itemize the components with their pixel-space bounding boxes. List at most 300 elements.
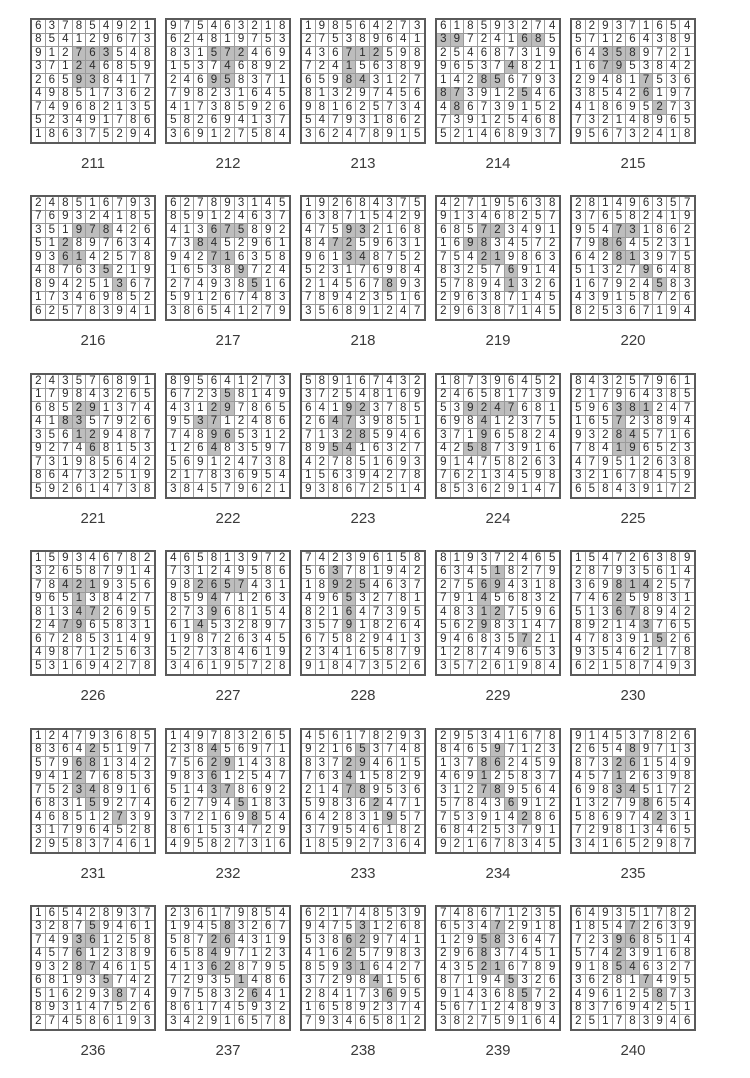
grid-cell: 1 [667, 429, 681, 443]
grid-cell: 6 [451, 61, 465, 75]
grid-cell: 5 [329, 443, 343, 457]
grid-cell: 3 [86, 74, 100, 88]
grid-cell: 3 [518, 47, 532, 61]
puzzle-number: 225 [620, 510, 646, 527]
grid-cell: 8 [167, 47, 181, 61]
grid-cell: 4 [478, 593, 492, 607]
grid-cell: 2 [626, 988, 640, 1002]
grid-cell: 4 [599, 224, 613, 238]
grid-cell: 3 [194, 606, 208, 620]
grid-cell: 7 [464, 375, 478, 389]
grid-cell: 2 [46, 443, 60, 457]
grid-cell: 3 [86, 975, 100, 989]
grid-cell: 7 [59, 620, 73, 634]
grid-cell: 9 [451, 305, 465, 319]
grid-cell: 4 [572, 988, 586, 1002]
grid-cell: 1 [518, 292, 532, 306]
grid-cell: 8 [545, 579, 559, 593]
sudoku-grid [570, 373, 696, 499]
grid-cell: 4 [626, 115, 640, 129]
grid-cell: 2 [329, 128, 343, 142]
grid-cell: 7 [59, 948, 73, 962]
grid-cell: 7 [505, 948, 519, 962]
grid-cell: 4 [221, 305, 235, 319]
grid-cell: 5 [586, 771, 600, 785]
grid-cell: 3 [100, 730, 114, 744]
grid-cell: 9 [167, 771, 181, 785]
grid-cell: 2 [73, 402, 87, 416]
grid-cell: 2 [262, 483, 276, 497]
grid-cell: 8 [505, 566, 519, 580]
grid-cell: 6 [667, 115, 681, 129]
grid-cell: 8 [397, 265, 411, 279]
grid-cell: 4 [599, 948, 613, 962]
grid-cell: 9 [464, 934, 478, 948]
grid-cell: 1 [181, 101, 195, 115]
grid-cell: 1 [613, 620, 627, 634]
grid-cell: 9 [100, 34, 114, 48]
grid-cell: 4 [262, 88, 276, 102]
grid-cell: 1 [208, 128, 222, 142]
grid-cell: 6 [599, 988, 613, 1002]
grid-cell: 9 [451, 948, 465, 962]
grid-cell: 9 [572, 429, 586, 443]
grid-cell: 2 [113, 934, 127, 948]
grid-cell: 7 [464, 1002, 478, 1016]
grid-cell: 2 [626, 278, 640, 292]
grid-cell: 5 [46, 224, 60, 238]
grid-cell: 4 [414, 483, 421, 496]
grid-cell: 6 [518, 34, 532, 48]
grid-cell: 2 [100, 811, 114, 825]
grid-cell: 2 [208, 757, 222, 771]
grid-cell: 8 [464, 278, 478, 292]
grid-cell: 8 [59, 921, 73, 935]
grid-cell: 1 [302, 838, 316, 852]
grid-cell: 5 [397, 811, 411, 825]
grid-cell: 4 [410, 620, 424, 634]
grid-cell: 6 [478, 907, 492, 921]
grid-cell: 8 [505, 838, 519, 852]
grid-cell: 2 [46, 566, 60, 580]
grid-cell: 2 [680, 784, 694, 798]
grid-cell: 8 [653, 416, 667, 430]
grid-cell: 5 [667, 197, 681, 211]
grid-cell: 5 [464, 224, 478, 238]
grid-cell: 9 [491, 20, 505, 34]
grid-cell: 6 [86, 292, 100, 306]
grid-cell: 1 [208, 811, 222, 825]
grid-cell: 1 [478, 470, 492, 484]
grid-cell: 4 [464, 47, 478, 61]
grid-cell: 3 [684, 660, 691, 673]
grid-cell: 2 [59, 633, 73, 647]
grid-cell: 7 [235, 838, 249, 852]
grid-cell: 4 [302, 456, 316, 470]
grid-cell: 1 [356, 771, 370, 785]
grid-cell: 7 [599, 566, 613, 580]
grid-cell: 7 [518, 389, 532, 403]
grid-cell: 2 [167, 470, 181, 484]
grid-cell: 6 [626, 934, 640, 948]
grid-cell: 4 [478, 128, 492, 142]
grid-cell: 7 [437, 593, 451, 607]
grid-cell: 7 [505, 402, 519, 416]
grid-cell: 2 [46, 921, 60, 935]
grid-cell: 5 [100, 744, 114, 758]
grid-cell: 1 [329, 606, 343, 620]
grid-cell: 5 [478, 566, 492, 580]
grid-cell: 6 [545, 811, 559, 825]
grid-cell: 3 [478, 552, 492, 566]
grid-cell: 8 [397, 402, 411, 416]
grid-cell: 9 [545, 47, 559, 61]
grid-cell: 3 [680, 443, 694, 457]
grid-cell: 9 [370, 416, 384, 430]
grid-cell: 9 [613, 61, 627, 75]
grid-cell: 7 [532, 20, 546, 34]
grid-cell: 9 [59, 552, 73, 566]
grid-cell: 5 [370, 211, 384, 225]
grid-cell: 8 [397, 948, 411, 962]
grid-cell: 5 [518, 988, 532, 1002]
grid-cell: 4 [505, 1002, 519, 1016]
grid-cell: 7 [545, 771, 559, 785]
grid-cell: 8 [599, 633, 613, 647]
grid-cell: 9 [505, 483, 519, 497]
grid-cell: 6 [370, 61, 384, 75]
grid-cell: 1 [626, 975, 640, 989]
grid-cell: 6 [262, 47, 276, 61]
grid-cell: 1 [86, 647, 100, 661]
grid-cell: 8 [491, 784, 505, 798]
grid-cell: 3 [451, 402, 465, 416]
grid-cell: 4 [181, 429, 195, 443]
grid-cell: 9 [316, 798, 330, 812]
grid-cell: 7 [451, 278, 465, 292]
grid-cell: 8 [46, 798, 60, 812]
grid-cell: 2 [262, 825, 276, 839]
grid-cell: 8 [356, 34, 370, 48]
grid-cell: 9 [343, 620, 357, 634]
grid-cell: 9 [194, 211, 208, 225]
grid-cell: 7 [113, 552, 127, 566]
grid-cell: 5 [599, 416, 613, 430]
grid-cell: 9 [46, 483, 60, 497]
grid-cell: 4 [235, 647, 249, 661]
grid-cell: 9 [356, 470, 370, 484]
grid-cell: 5 [491, 74, 505, 88]
grid-cell: 1 [626, 74, 640, 88]
grid-cell: 6 [586, 278, 600, 292]
grid-cell: 3 [518, 579, 532, 593]
grid-cell: 4 [356, 74, 370, 88]
grid-cell: 3 [478, 61, 492, 75]
grid-cell: 9 [59, 389, 73, 403]
grid-cell: 5 [100, 265, 114, 279]
grid-cell: 2 [680, 907, 694, 921]
grid-cell: 2 [127, 825, 141, 839]
grid-cell: 4 [100, 483, 114, 497]
grid-cell: 4 [208, 948, 222, 962]
grid-cell: 9 [46, 88, 60, 102]
grid-cell: 5 [73, 88, 87, 102]
grid-cell: 5 [667, 20, 681, 34]
grid-cell: 2 [397, 74, 411, 88]
grid-cell: 5 [383, 47, 397, 61]
grid-cell: 5 [140, 211, 154, 225]
grid-cell: 1 [144, 838, 151, 851]
grid-cell: 8 [518, 429, 532, 443]
grid-cell: 6 [86, 47, 100, 61]
grid-cell: 6 [302, 633, 316, 647]
grid-cell: 8 [181, 305, 195, 319]
grid-cell: 7 [599, 771, 613, 785]
grid-cell: 4 [613, 483, 627, 497]
grid-cell: 3 [572, 975, 586, 989]
grid-cell: 1 [518, 101, 532, 115]
grid-cell: 9 [397, 606, 411, 620]
grid-cell: 4 [680, 566, 694, 580]
grid-cell: 4 [464, 251, 478, 265]
grid-cell: 4 [208, 443, 222, 457]
grid-cell: 4 [532, 483, 546, 497]
grid-cell: 5 [100, 975, 114, 989]
sudoku-grid [435, 728, 561, 854]
puzzle-number: 223 [350, 510, 376, 527]
grid-cell: 7 [32, 456, 46, 470]
grid-cell: 8 [329, 483, 343, 497]
grid-cell: 3 [73, 128, 87, 142]
grid-cell: 5 [599, 305, 613, 319]
grid-cell: 6 [518, 730, 532, 744]
grid-cell: 5 [86, 20, 100, 34]
grid-cell: 1 [464, 838, 478, 852]
grid-cell: 1 [410, 798, 424, 812]
grid-cell: 1 [451, 552, 465, 566]
grid-cell: 6 [181, 456, 195, 470]
grid-cell: 4 [532, 838, 546, 852]
grid-cell: 7 [626, 921, 640, 935]
grid-cell: 1 [194, 825, 208, 839]
grid-cell: 8 [356, 566, 370, 580]
grid-cell: 7 [549, 483, 556, 496]
grid-cell: 2 [248, 375, 262, 389]
grid-cell: 1 [248, 606, 262, 620]
grid-cell: 6 [302, 211, 316, 225]
grid-cell: 3 [410, 456, 424, 470]
grid-cell: 2 [356, 934, 370, 948]
grid-cell: 1 [667, 211, 681, 225]
grid-cell: 9 [599, 456, 613, 470]
grid-cell: 8 [343, 305, 357, 319]
grid-cell: 1 [100, 278, 114, 292]
grid-cell: 9 [194, 456, 208, 470]
grid-cell: 6 [329, 470, 343, 484]
grid-cell: 2 [248, 20, 262, 34]
grid-cell: 2 [464, 74, 478, 88]
grid-cell: 4 [235, 211, 249, 225]
grid-cell: 8 [208, 34, 222, 48]
grid-cell: 7 [370, 948, 384, 962]
grid-cell: 2 [599, 115, 613, 129]
grid-cell: 5 [572, 948, 586, 962]
grid-cell: 4 [100, 825, 114, 839]
grid-cell: 1 [464, 128, 478, 142]
grid-cell: 9 [113, 305, 127, 319]
grid-cell: 7 [140, 278, 154, 292]
grid-cell: 6 [667, 620, 681, 634]
grid-cell: 3 [653, 389, 667, 403]
grid-cell: 3 [208, 647, 222, 661]
grid-cell: 3 [491, 470, 505, 484]
grid-cell: 4 [518, 948, 532, 962]
grid-cell: 6 [599, 402, 613, 416]
grid-cell: 7 [451, 798, 465, 812]
grid-cell: 5 [113, 470, 127, 484]
grid-cell: 1 [397, 1015, 411, 1029]
sudoku-grid [435, 550, 561, 676]
grid-cell: 6 [181, 552, 195, 566]
grid-cell: 1 [32, 730, 46, 744]
grid-cell: 7 [545, 211, 559, 225]
grid-cell: 3 [599, 47, 613, 61]
grid-cell: 2 [316, 744, 330, 758]
grid-cell: 3 [464, 483, 478, 497]
grid-cell: 1 [262, 934, 276, 948]
grid-cell: 4 [410, 1002, 424, 1016]
grid-cell: 9 [86, 730, 100, 744]
grid-cell: 2 [626, 416, 640, 430]
grid-cell: 3 [262, 115, 276, 129]
grid-cell: 7 [100, 238, 114, 252]
grid-cell: 4 [73, 744, 87, 758]
grid-cell: 5 [383, 660, 397, 674]
grid-cell: 9 [451, 593, 465, 607]
grid-cell: 6 [518, 934, 532, 948]
grid-cell: 1 [437, 934, 451, 948]
grid-cell: 5 [275, 402, 289, 416]
grid-cell: 3 [653, 552, 667, 566]
grid-cell: 4 [613, 744, 627, 758]
grid-cell: 7 [491, 552, 505, 566]
grid-cell: 7 [32, 101, 46, 115]
grid-cell: 3 [410, 730, 424, 744]
grid-cell: 2 [46, 730, 60, 744]
grid-cell: 2 [59, 961, 73, 975]
grid-cell: 5 [32, 238, 46, 252]
grid-cell: 6 [275, 975, 289, 989]
grid-cell: 2 [478, 961, 492, 975]
grid-cell: 6 [383, 238, 397, 252]
grid-cell: 3 [545, 251, 559, 265]
grid-cell: 2 [32, 1015, 46, 1029]
grid-cell: 8 [100, 593, 114, 607]
grid-cell: 6 [599, 811, 613, 825]
grid-cell: 9 [194, 593, 208, 607]
grid-cell: 4 [653, 128, 667, 142]
grid-cell: 2 [684, 483, 691, 496]
grid-cell: 5 [505, 115, 519, 129]
grid-cell: 2 [100, 470, 114, 484]
grid-cell: 2 [667, 633, 681, 647]
grid-cell: 1 [640, 20, 654, 34]
grid-cell: 8 [464, 907, 478, 921]
grid-cell: 7 [437, 251, 451, 265]
grid-cell: 3 [194, 771, 208, 785]
grid-cell: 3 [127, 101, 141, 115]
grid-cell: 8 [653, 61, 667, 75]
grid-cell: 9 [653, 375, 667, 389]
grid-cell: 3 [410, 20, 424, 34]
grid-cell: 2 [302, 784, 316, 798]
grid-cell: 1 [437, 757, 451, 771]
sudoku-grid [165, 18, 291, 144]
grid-cell: 1 [235, 593, 249, 607]
grid-cell: 7 [86, 128, 100, 142]
grid-cell: 2 [181, 798, 195, 812]
grid-cell: 3 [275, 375, 289, 389]
grid-cell: 2 [194, 251, 208, 265]
grid-cell: 2 [86, 34, 100, 48]
grid-cell: 3 [221, 988, 235, 1002]
grid-cell: 8 [221, 443, 235, 457]
grid-cell: 7 [478, 456, 492, 470]
grid-cell: 5 [127, 292, 141, 306]
grid-cell: 9 [302, 101, 316, 115]
grid-cell: 7 [491, 265, 505, 279]
grid-cell: 7 [397, 798, 411, 812]
grid-cell: 9 [235, 566, 249, 580]
grid-cell: 7 [167, 88, 181, 102]
grid-cell: 2 [451, 647, 465, 661]
grid-cell: 5 [262, 606, 276, 620]
grid-cell: 2 [194, 389, 208, 403]
grid-cell: 5 [248, 566, 262, 580]
grid-cell: 9 [167, 20, 181, 34]
grid-cell: 8 [32, 606, 46, 620]
grid-cell: 1 [32, 128, 46, 142]
grid-cell: 4 [667, 402, 681, 416]
grid-cell: 2 [167, 74, 181, 88]
grid-cell: 2 [73, 579, 87, 593]
grid-cell: 7 [248, 660, 262, 674]
grid-cell: 9 [464, 115, 478, 129]
grid-cell: 5 [127, 771, 141, 785]
grid-cell: 8 [32, 470, 46, 484]
grid-cell: 5 [221, 389, 235, 403]
sudoku-grid [300, 905, 426, 1031]
grid-cell: 2 [532, 975, 546, 989]
grid-cell: 2 [478, 34, 492, 48]
grid-cell: 1 [316, 784, 330, 798]
grid-cell: 7 [100, 88, 114, 102]
grid-cell: 4 [167, 224, 181, 238]
grid-cell: 8 [113, 771, 127, 785]
grid-cell: 5 [532, 101, 546, 115]
grid-cell: 7 [586, 948, 600, 962]
grid-cell: 4 [640, 579, 654, 593]
grid-cell: 6 [640, 443, 654, 457]
grid-cell: 2 [640, 647, 654, 661]
grid-cell: 5 [572, 265, 586, 279]
grid-cell: 4 [32, 265, 46, 279]
grid-cell: 5 [397, 88, 411, 102]
grid-cell: 9 [275, 47, 289, 61]
grid-cell: 7 [356, 483, 370, 497]
grid-cell: 2 [572, 566, 586, 580]
grid-cell: 2 [140, 552, 154, 566]
